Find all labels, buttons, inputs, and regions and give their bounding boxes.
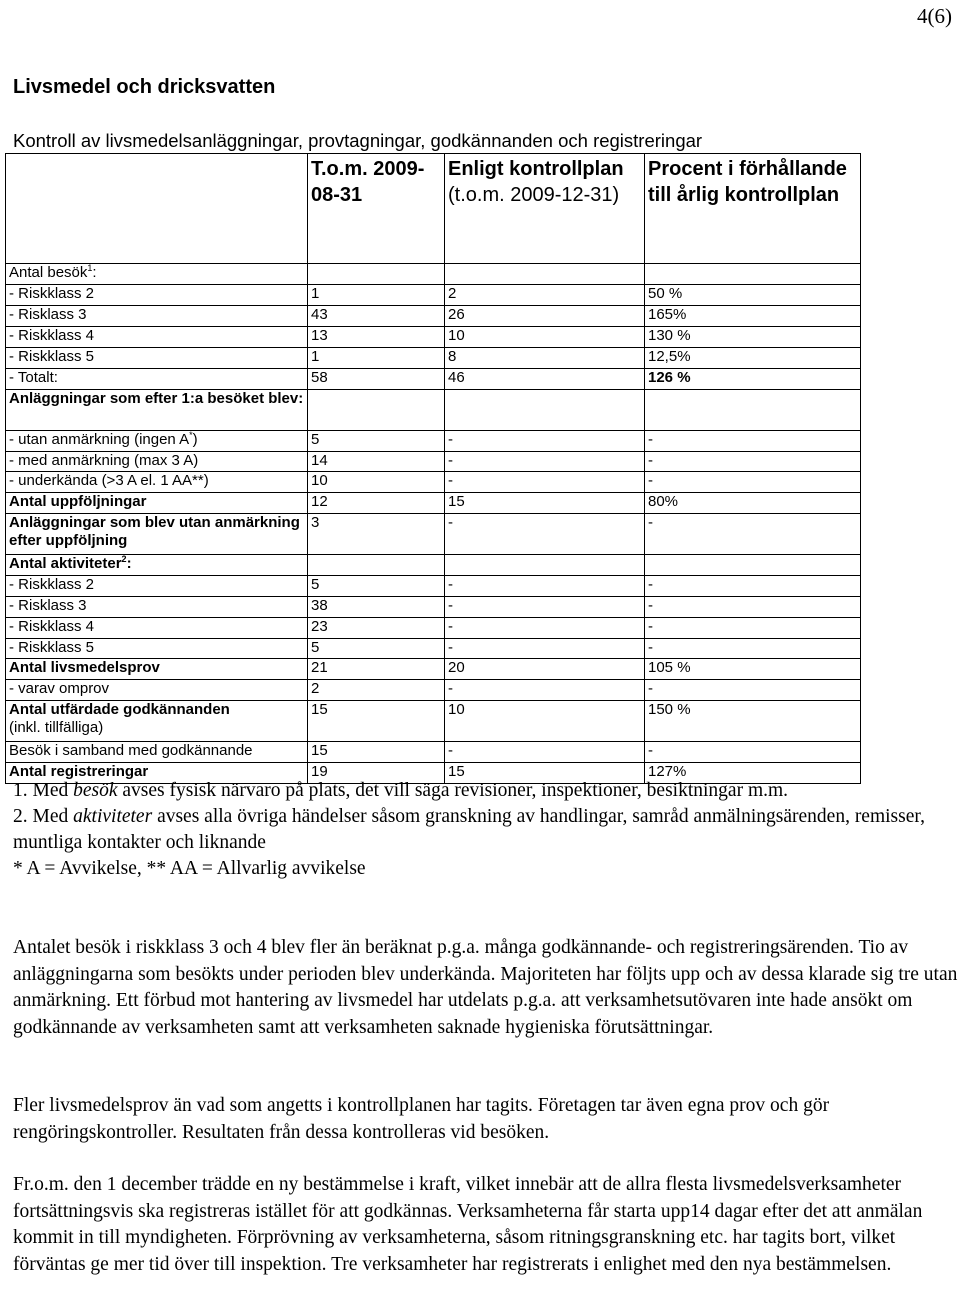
row-label [6,264,308,285]
section-title: Livsmedel och dricksvatten [13,76,276,98]
footnote-marker: 2 [121,554,127,564]
row-label-text: - Risklass 3 [9,305,87,323]
value-to-date: 15 [308,742,445,763]
row-label [6,576,308,597]
value-plan: - [445,430,645,451]
paragraph-visits: Antalet besök i riskklass 3 och 4 blev fler än beräknat p.g.a. många godkännande- och registreringsärenden. Tio av anläggningarna som besökts under perioden blev underkända. Majoriteten har följts upp och av dessa klarade sig tre utan anmärkning. Ett förbud mot hantering av livsmedel har utdelats p.g.a. att verksamhetsutövaren inte hade ansökt om godkännande av verksamheten samt att verksamheten saknade hygieniska förutsättningar. [13,937,958,1038]
footnote-1 [13,778,953,804]
row-label-text: Antal livsmedelsprov [9,659,160,676]
footnote-2-term: aktiviteter [73,806,153,827]
value-plan: 20 [445,659,645,680]
header-cell-percent: Procent i förhållande till årlig kontrollplan [645,154,861,264]
row-label [6,347,308,368]
row-label [6,368,308,389]
value-plan: 26 [445,305,645,326]
row-label-text: Anläggningar som efter 1:a besöket blev: [9,389,304,407]
value-plan [445,555,645,576]
value-percent: - [645,576,861,597]
value-percent: 80% [645,493,861,514]
value-percent: - [645,451,861,472]
value-to-date: 1 [308,284,445,305]
value-plan: - [445,680,645,701]
value-plan: 8 [445,347,645,368]
row-label [6,617,308,638]
row-label-text: - Riskklass 2 [9,284,95,302]
row-label [6,701,308,742]
table-row [6,368,861,389]
row-label-text: - varav omprov [9,680,110,697]
header-cell-to-date: T.o.m. 2009-08-31 [308,154,445,264]
value-to-date: 14 [308,451,445,472]
footnote-marker: * [189,430,193,440]
row-label-text: Anläggningar som blev utan anmärkning efter uppföljning [9,514,300,549]
table-row [6,514,861,555]
value-percent: 105 % [645,659,861,680]
row-label-suffix: ) [192,430,198,448]
table-row [6,326,861,347]
table-row [6,347,861,368]
table-caption: Kontroll av livsmedelsanläggningar, provtagningar, godkännanden och registreringar [13,130,703,151]
table-row [6,576,861,597]
value-to-date: 5 [308,430,445,451]
footnote-1-text: avses fysisk närvaro på plats, det vill säga revisioner, inspektioner, besiktningar m.m. [117,780,789,801]
row-label [6,305,308,326]
value-percent: 50 % [645,284,861,305]
value-plan [445,389,645,430]
value-percent: - [645,617,861,638]
row-label [6,389,308,430]
row-label-text: - Riskklass 5 [9,638,95,656]
value-to-date: 12 [308,493,445,514]
value-plan: - [445,638,645,659]
row-label-text: - med anmärkning (max 3 A) [9,451,199,469]
table-row [6,638,861,659]
table-row [6,472,861,493]
value-to-date: 2 [308,680,445,701]
value-percent [645,389,861,430]
value-percent: 127% [645,763,861,784]
paragraph-samples: Fler livsmedelsprov än vad som angetts i kontrollplanen har tagits. Företagen tar även egna prov och gör rengöringskontroller. Resultaten från dessa kontrolleras vid besöken. [13,1095,830,1143]
value-plan: 15 [445,763,645,784]
row-label-text: - Riskklass 4 [9,326,95,344]
value-plan: - [445,451,645,472]
page-number: 4(6) [917,4,952,28]
value-to-date: 21 [308,659,445,680]
value-percent: - [645,472,861,493]
value-plan: - [445,742,645,763]
row-label [6,742,308,763]
table-row [6,430,861,451]
row-label [6,680,308,701]
table-row [6,742,861,763]
value-percent [645,555,861,576]
table-row [6,659,861,680]
row-label-text: Antal uppföljningar [9,493,147,510]
row-label [6,659,308,680]
table-row [6,597,861,618]
row-label-text: Antal aktiviteter [9,555,122,572]
table-row [6,284,861,305]
row-label [6,451,308,472]
footnote-2 [13,804,953,856]
value-to-date: 58 [308,368,445,389]
value-percent: - [645,638,861,659]
value-plan: 10 [445,701,645,742]
row-label [6,493,308,514]
value-percent: 12,5% [645,347,861,368]
value-to-date: 3 [308,514,445,555]
footnote-2-text: avses alla övriga händelser såsom granskning av handlingar, samråd anmälningsärenden, remisser, muntliga kontakter och liknande [13,806,925,853]
value-to-date: 5 [308,576,445,597]
row-label-suffix: : [92,264,97,281]
value-to-date: 15 [308,701,445,742]
value-plan [445,264,645,285]
header-plan-title: Enligt kontrollplan [448,158,624,180]
value-percent: - [645,680,861,701]
header-cell-label [6,154,308,264]
row-label-text: - underkända (>3 A el. 1 AA**) [9,472,209,489]
footnote-marker: 1 [87,263,93,273]
header-plan-period: (t.o.m. 2009-12-31) [448,184,620,206]
row-label-extra: (inkl. tillfälliga) [9,719,104,736]
value-to-date [308,555,445,576]
value-percent: - [645,742,861,763]
footnote-1-term: besök [73,780,118,801]
row-label-text: - Riskklass 2 [9,576,95,593]
table-row [6,493,861,514]
value-percent: 165% [645,305,861,326]
table-row [6,680,861,701]
footnote-1-prefix: 1. Med [13,780,74,801]
footnotes [13,778,953,882]
value-percent: - [645,430,861,451]
row-label-text: - Risklass 3 [9,597,87,614]
row-label [6,284,308,305]
table-row [6,617,861,638]
value-plan: - [445,597,645,618]
value-plan: 2 [445,284,645,305]
value-to-date: 43 [308,305,445,326]
row-label [6,597,308,618]
value-plan: - [445,472,645,493]
value-plan: - [445,514,645,555]
footnote-2-prefix: 2. Med [13,806,74,827]
row-label-text: - Totalt: [9,368,58,386]
value-plan: 10 [445,326,645,347]
row-label [6,430,308,451]
table-row [6,701,861,742]
paragraph-registration: Fr.o.m. den 1 december trädde en ny bestämmelse i kraft, vilket innebär att de allra flesta livsmedelsverksamheter fortsättningsvis ska registreras istället för att godkännas. Verksamheterna får starta upp14 dagar efter det att anmälan kommit in till myndigheten. Förprövning av verksamheterna, såsom ritningsgranskning etc. har tagits bort, vilket förväntas ge mer tid över till inspektion. Tre verksamheter har registrerats i enlighet med den nya bestämmelsen. [13,1174,923,1275]
value-plan: - [445,576,645,597]
table-row [6,555,861,576]
row-label [6,514,308,555]
table-row [6,389,861,430]
value-to-date: 23 [308,617,445,638]
row-label-text: Antal utfärdade godkännanden [9,701,230,718]
value-percent [645,264,861,285]
value-to-date [308,389,445,430]
value-percent: 126 % [645,368,861,389]
row-label-text: - Riskklass 4 [9,617,95,635]
row-label-text: - utan anmärkning (ingen A [9,430,190,448]
row-label-text: - Riskklass 5 [9,347,95,365]
value-to-date: 19 [308,763,445,784]
row-label [6,326,308,347]
table-row [6,264,861,285]
value-to-date: 13 [308,326,445,347]
table-row [6,451,861,472]
table-row [6,305,861,326]
footnote-legend: * A = Avvikelse, ** AA = Allvarlig avvikelse [13,858,366,879]
value-plan: 15 [445,493,645,514]
row-label-suffix: : [126,555,132,572]
row-label-text: Antal besök [9,264,88,281]
value-percent: 150 % [645,701,861,742]
row-label-text: Antal registreringar [9,763,149,780]
control-table [5,153,861,784]
row-label [6,472,308,493]
row-label [6,638,308,659]
value-percent: 130 % [645,326,861,347]
value-to-date: 5 [308,638,445,659]
row-label-text: Besök i samband med godkännande [9,742,253,759]
value-plan: - [445,617,645,638]
header-cell-plan [445,154,645,264]
value-plan: 46 [445,368,645,389]
value-percent: - [645,514,861,555]
value-to-date: 38 [308,597,445,618]
value-percent: - [645,597,861,618]
value-to-date [308,264,445,285]
value-to-date: 10 [308,472,445,493]
value-to-date: 1 [308,347,445,368]
row-label [6,555,308,576]
table-header-row [6,154,861,264]
